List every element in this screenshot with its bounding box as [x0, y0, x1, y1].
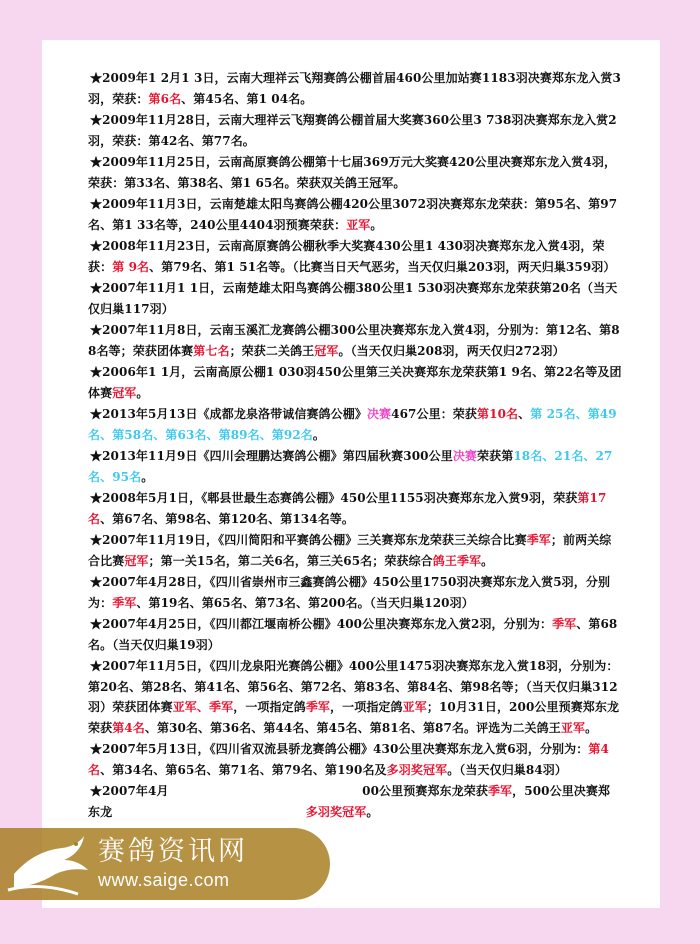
highlighted-text: 第17名 — [88, 491, 607, 526]
entry-text: 荣获第 — [477, 449, 514, 463]
result-entry — [88, 656, 622, 738]
entry-text: 。 — [585, 720, 598, 735]
highlighted-text: 多羽奖冠军 — [305, 804, 367, 819]
highlighted-text: 季军 — [552, 617, 577, 631]
highlighted-text: 18名、21名、27名、95名 — [88, 449, 613, 484]
result-entry — [88, 236, 622, 277]
entry-text: 、第45名、第1 04名。 — [181, 91, 313, 106]
entry-text: ★2009年11月3日，云南楚雄太阳鸟赛鸽公棚420公里3072羽决赛郑东龙荣获：第95名、第97名、第1 33名等，240公里4404羽预赛荣获： — [88, 197, 618, 232]
entry-text: ★2007年11月1 1日，云南楚雄太阳鸟赛鸽公棚380公里1 530羽决赛郑东龙荣获第20名（当天仅归巢117羽） — [88, 281, 618, 316]
highlighted-text: 季军 — [112, 595, 137, 610]
site-watermark — [0, 828, 330, 900]
highlighted-text: 第4名 — [88, 742, 609, 777]
result-entry — [88, 152, 622, 193]
entry-text: 。 — [370, 217, 383, 232]
watermark-url: www.saige.com — [98, 870, 230, 890]
highlighted-text: 亚军、季军 — [172, 700, 234, 714]
entry-text: ★2008年11月23日，云南高原赛鸽公棚秋季大奖赛430公里1 430羽决赛郑东龙入赏4羽，荣获： — [88, 239, 605, 274]
entry-text: 467公里：荣获 — [391, 407, 478, 421]
results-list — [88, 68, 622, 823]
highlighted-text: 冠军 — [314, 343, 339, 358]
result-entry — [88, 110, 622, 151]
highlighted-text: 亚军 — [402, 700, 427, 714]
entry-text: 、第68名。（当天仅归巢19羽） — [88, 617, 618, 652]
entry-text: ，一项指定鸽 — [330, 700, 403, 714]
entry-text: 、第79名、第1 51名等。（比赛当日天气恶劣，当天仅归巢203羽，两天归巢359羽） — [149, 259, 616, 274]
entry-text: ★2007年4月28日，《四川省崇州市三鑫赛鸽公棚》450公里1750羽决赛郑东龙入赏5羽，分别为： — [88, 575, 611, 610]
entry-text: 。 — [366, 804, 379, 819]
entry-text: 、第30名、第36名、第44名、第45名、第81名、第87名。评选为二关鸽王 — [144, 720, 561, 735]
highlighted-text: 第4名 — [112, 720, 145, 735]
entry-text: ；第一关15名，第二关6名，第三关65名；荣获综合 — [148, 553, 433, 568]
highlighted-text: 冠军 — [112, 385, 137, 400]
highlighted-text: 多羽奖冠军 — [386, 762, 448, 777]
result-entry — [88, 68, 622, 109]
highlighted-text: 季军 — [305, 700, 331, 714]
result-entry — [88, 404, 622, 445]
entry-text: ★2007年11月5日，《四川龙泉阳光赛鸽公棚》400公里1475羽决赛郑东龙入赏18羽，分别为：第20名、第28名、第41名、第56名、第72名、第83名、第84名、第98名等；（当天仅归巢312羽）荣获团体赛 — [88, 659, 619, 714]
entry-text: ★2007年5月13日，《四川省双流县骄龙赛鸽公棚》430公里决赛郑东龙入赏6羽，分别为： — [90, 742, 589, 756]
result-entry — [88, 446, 622, 487]
entry-text: ★2007年11月8日，云南玉溪汇龙赛鸽公棚300公里决赛郑东龙入赏4羽，分别为：第12名、第88名等；荣获团体赛 — [88, 323, 620, 358]
result-entry — [88, 572, 622, 613]
entry-text: 。（当天仅归巢84羽） — [447, 762, 567, 777]
highlighted-text: 冠军 — [124, 553, 149, 568]
entry-text: 。 — [136, 385, 149, 400]
entry-text: ★2013年5月13日《成都龙泉洛带诚信赛鸽公棚》 — [90, 407, 367, 421]
highlighted-text: 第10名 — [477, 407, 519, 421]
entry-text: ★2009年11月25日，云南高原赛鸽公棚第十七届369万元大奖赛420公里决赛郑东龙入赏4羽，荣获：第33名、第38名、第1 65名。荣获双关鸽王冠军。 — [88, 155, 617, 190]
entry-text: ；前两关综合比赛 — [88, 533, 612, 568]
highlighted-text: 季军 — [487, 784, 513, 798]
entry-text: ★2009年1 2月1 3日，云南大理祥云飞翔赛鸽公棚首届460公里加站赛1183羽决赛郑东龙入赏3羽，荣获： — [88, 71, 621, 106]
entry-text: ★2006年1 1月，云南高原公棚1 030羽450公里第三关决赛郑东龙荣获第1 9名、第22名等及团体赛 — [88, 365, 622, 400]
result-entry — [88, 278, 622, 319]
entry-text: ；10月31日，200公里预赛郑东龙荣获 — [88, 700, 620, 735]
highlighted-text: 第6名 — [148, 91, 182, 106]
highlighted-text: 第七名 — [193, 343, 230, 358]
document-page — [42, 40, 660, 908]
highlighted-text: 第 9名 — [112, 259, 150, 274]
entry-text: 、第19名、第65名、第73名、第200名。（当天归巢120羽） — [136, 595, 474, 610]
result-entry — [88, 320, 622, 361]
entry-text: ★2008年5月1日，《郫县世最生态赛鸽公棚》450公里1155羽决赛郑东龙入赏9羽，荣获 — [90, 491, 578, 505]
entry-text: ★2007年4月 00公里预赛郑东龙荣获 — [90, 784, 488, 798]
entry-text: 。 — [312, 427, 326, 442]
entry-text: ★2007年4月25日，《四川都江堰南桥公棚》400公里决赛郑东龙入赏2羽，分别为： — [90, 617, 553, 631]
entry-text: 、第67名、第98名、第120名、第134名等。 — [100, 511, 355, 526]
entry-text: ★2009年11月28日，云南大理祥云飞翔赛鸽公棚首届大奖赛360公里3 738羽决赛郑东龙入赏2羽，荣获：第42名、第77名。 — [88, 113, 617, 148]
entry-text: 。（当天仅归巢208羽，两天仅归272羽） — [338, 343, 565, 358]
highlighted-text: 决赛 — [366, 407, 392, 421]
result-entry — [88, 530, 622, 571]
highlighted-text: 亚军 — [560, 720, 586, 735]
entry-text: 、 — [518, 407, 531, 421]
entry-text: ，500公里决赛郑东龙 — [88, 784, 611, 819]
entry-text: 。 — [481, 553, 494, 568]
highlighted-text: 决赛 — [452, 449, 478, 463]
result-entry — [88, 194, 622, 235]
entry-text: 、第34名、第65名、第71名、第79名、第190名及 — [100, 762, 387, 777]
highlighted-text: 鸽王季军 — [432, 553, 482, 568]
entry-text: ；荣获二关鸽王 — [229, 343, 315, 358]
highlighted-text: 季军 — [526, 533, 551, 547]
result-entry — [88, 739, 622, 780]
highlighted-text: 第 25名、第49名、第58名、第63名、第89名、第92名 — [88, 407, 617, 442]
watermark-brand: 赛鸽资讯网 — [98, 836, 248, 867]
pigeon-logo-icon — [0, 828, 96, 900]
highlighted-text: 亚军 — [346, 217, 371, 232]
result-entry — [88, 781, 622, 822]
entry-text: ★2013年11月9日《四川会理鹏达赛鸽公棚》第四届秋赛300公里 — [90, 449, 453, 463]
entry-text: ，一项指定鸽 — [233, 700, 306, 714]
entry-text: 。 — [141, 469, 154, 484]
result-entry — [88, 362, 622, 403]
result-entry — [88, 488, 622, 529]
entry-text: ★2007年11月19日，《四川简阳和平赛鸽公棚》三关赛郑东龙荣获三关综合比赛 — [90, 533, 527, 547]
result-entry — [88, 614, 622, 655]
